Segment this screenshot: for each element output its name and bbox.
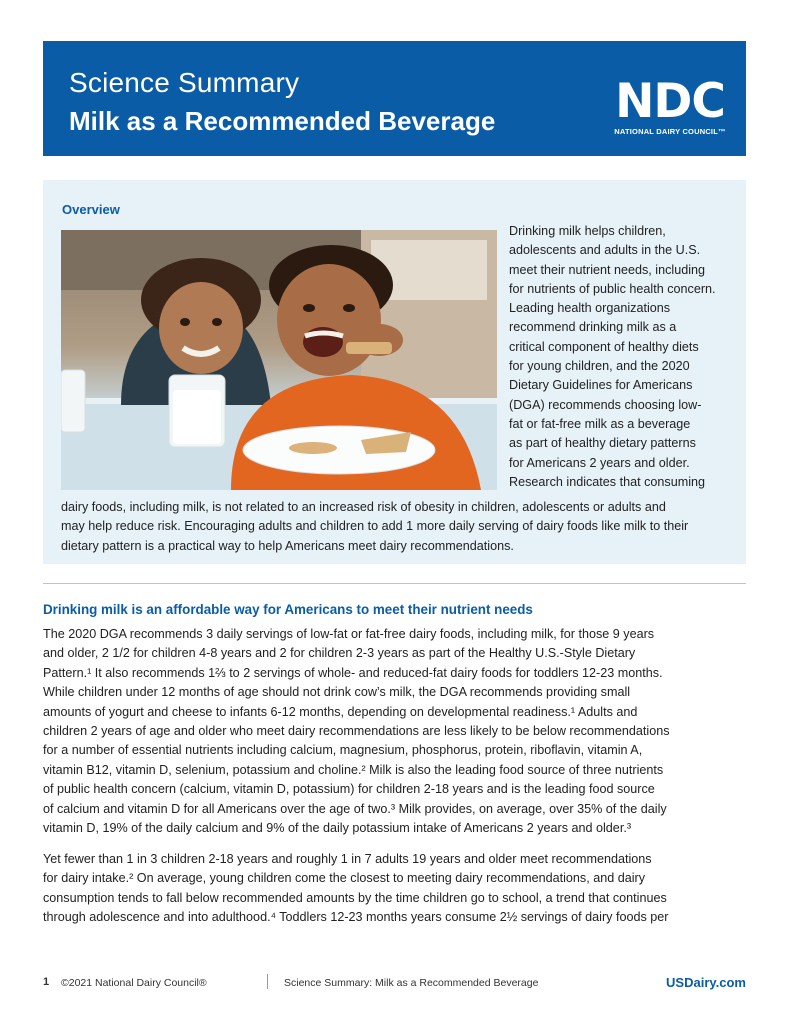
text-line: for nutrients of public health concern. xyxy=(509,281,716,296)
footer-doc-title: Science Summary: Milk as a Recommended Beverage xyxy=(284,977,539,989)
text-line: Leading health organizations xyxy=(509,301,671,316)
text-line: adolescents and adults in the U.S. xyxy=(509,243,701,258)
text-line: meet their nutrient needs, including xyxy=(509,262,706,277)
text-line: through adolescence and into adulthood.⁴ Toddlers 12-23 months years consume 2½ servings of dairy foods per xyxy=(43,910,669,925)
logo-letters: NDC xyxy=(615,74,725,129)
paragraph-2 xyxy=(43,850,753,928)
ndc-logo xyxy=(605,74,735,140)
logo-subtitle: NATIONAL DAIRY COUNCIL™ xyxy=(614,127,726,136)
text-line: for a number of essential nutrients including calcium, magnesium, phosphorus, protein, riboflavin, vitamin A, xyxy=(43,743,643,758)
page-title: Milk as a Recommended Beverage xyxy=(69,106,496,136)
text-line: may help reduce risk. Encouraging adults and children to add 1 more daily serving of dairy foods like milk to their xyxy=(61,519,689,534)
overview-box xyxy=(43,180,746,564)
text-line: of public health concern (calcium, vitamin D, potassium) for children 2-18 years and is the leading food source xyxy=(43,782,655,797)
text-line: The 2020 DGA recommends 3 daily servings of low-fat or fat-free dairy foods, including milk, for those 9 years xyxy=(43,627,655,641)
footer-separator xyxy=(267,974,268,989)
text-line: as part of healthy dietary patterns xyxy=(509,436,696,451)
footer-copyright: ©2021 National Dairy Council® xyxy=(61,977,207,989)
usdairy-link[interactable]: USDairy.com xyxy=(666,975,746,990)
text-line: Pattern.¹ It also recommends 1⅔ to 2 servings of whole- and reduced-fat dairy foods for toddlers 12-23 months. xyxy=(43,665,663,680)
text-line: fat or fat-free milk as a beverage xyxy=(509,416,691,431)
text-line: vitamin B12, vitamin D, selenium, potassium and choline.² Milk is also the leading food source of three nutrients xyxy=(43,762,664,777)
text-line: for dairy intake.² On average, young children come the closest to meeting dairy recommendations, and dairy xyxy=(43,871,646,886)
paragraph-1 xyxy=(43,625,753,838)
text-line: Drinking milk helps children, xyxy=(509,224,666,238)
text-line: for young children, and the 2020 xyxy=(509,359,690,374)
text-line: Yet fewer than 1 in 3 children 2-18 years and roughly 1 in 7 adults 19 years and older meet recommendations xyxy=(43,852,652,866)
header-banner xyxy=(43,41,746,156)
text-line: (DGA) recommends choosing low- xyxy=(509,397,702,412)
text-line: children 2 years of age and older who meet dairy recommendations are less likely to be below recommendations xyxy=(43,724,670,739)
photo-illustration xyxy=(61,230,497,490)
section-heading: Drinking milk is an affordable way for Americans to meet their nutrient needs xyxy=(43,602,533,617)
text-line: vitamin D, 19% of the daily calcium and 9% of the daily potassium intake of Americans 2 years and older.³ xyxy=(43,821,632,836)
text-line: recommend drinking milk as a xyxy=(509,320,677,335)
text-line: While children under 12 months of age should not drink cow’s milk, the DGA recommends providing small xyxy=(43,685,631,700)
text-line: of calcium and vitamin D for all Americans over the age of two.³ Milk provides, on average, over 35% of the daily xyxy=(43,801,667,816)
children-drinking-milk-photo xyxy=(61,230,497,490)
text-line: Research indicates that consuming xyxy=(509,474,706,489)
text-line: consumption tends to fall below recommended amounts by the time children go to school, a trend that continues xyxy=(43,890,667,905)
text-line: and older, 2 1/2 for children 4-8 years and 2 for children 2-3 years as part of the Healthy U.S.-Style Dietary xyxy=(43,646,636,661)
text-line: for Americans 2 years and older. xyxy=(509,455,690,470)
overview-text-bottom xyxy=(61,498,741,556)
text-line: Dietary Guidelines for Americans xyxy=(509,378,693,393)
section-divider xyxy=(43,583,746,584)
header-kicker: Science Summary xyxy=(69,67,300,98)
text-line: amounts of yogurt and cheese to infants 6-12 months, depending on developmental readiness.¹ Adults and xyxy=(43,704,638,719)
page-footer xyxy=(43,974,746,994)
overview-heading: Overview xyxy=(62,202,120,217)
text-line: dairy foods, including milk, is not related to an increased risk of obesity in children, adolescents or adults and xyxy=(61,500,666,514)
text-line: dietary pattern is a practical way to help Americans meet dairy recommendations. xyxy=(61,538,514,553)
page-number: 1 xyxy=(43,976,50,988)
overview-text-right xyxy=(509,222,739,492)
text-line: critical component of healthy diets xyxy=(509,339,699,354)
